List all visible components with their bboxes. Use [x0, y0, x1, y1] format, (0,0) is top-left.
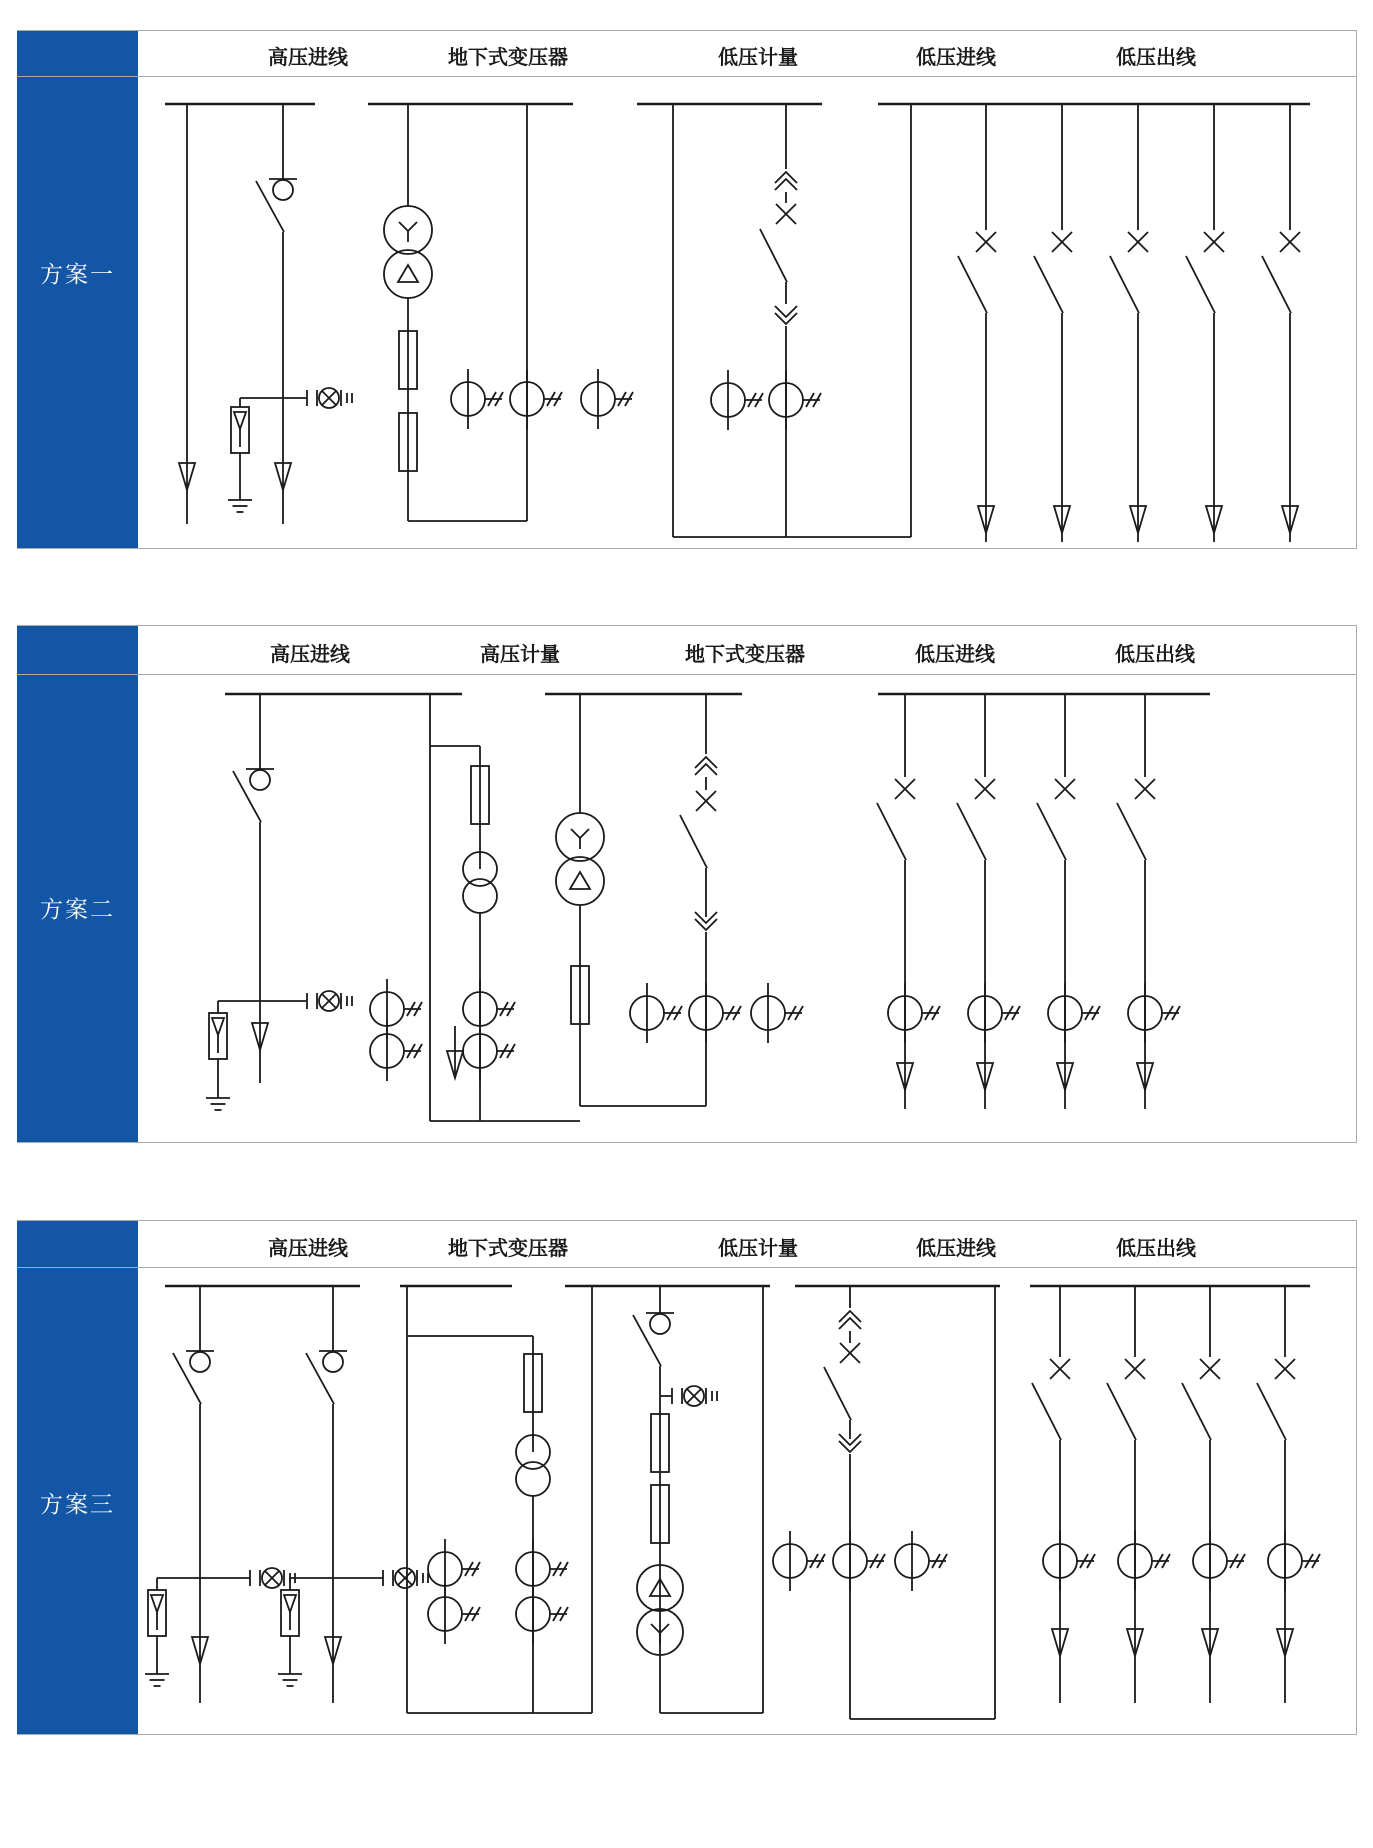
current-transformer-icon	[516, 1584, 568, 1644]
load-break-switch-icon	[306, 1351, 347, 1404]
load-break-switch-icon	[633, 1313, 674, 1366]
hv-incoming-section	[145, 1286, 428, 1703]
earth-ground-icon	[278, 1674, 302, 1686]
scheme-3-diagram	[138, 1267, 1357, 1736]
transformer-unit-section	[565, 1286, 770, 1713]
lv-feeder	[1110, 104, 1148, 542]
lv-feeder	[1182, 1286, 1245, 1703]
circuit-breaker-x-icon	[1050, 1359, 1070, 1379]
sidebar-scheme-3	[17, 1221, 138, 1734]
current-transformer-icon	[1048, 983, 1100, 1043]
current-transformer-icon	[1268, 1531, 1320, 1591]
current-transformer-icon	[1193, 1531, 1245, 1591]
hv-feeder	[278, 1286, 428, 1703]
voltage-indicator-lamp-icon	[383, 1568, 428, 1588]
lv-feeder	[1117, 694, 1180, 1109]
scheme-3-label: 方案三	[40, 1491, 115, 1517]
scheme-1-diagram	[138, 76, 1357, 550]
current-transformer-icon	[451, 369, 503, 429]
circuit-breaker-x-icon	[1280, 232, 1300, 252]
column-header-hv-incoming: 高压进线	[268, 1238, 348, 1260]
lv-feeder	[1032, 1286, 1095, 1703]
drawout-contact-chevron-icon	[695, 757, 717, 775]
lv-feeder	[1257, 1286, 1320, 1703]
header-divider	[17, 1267, 1356, 1268]
voltage-indicator-lamp-icon	[672, 1386, 717, 1406]
load-break-switch-icon	[233, 769, 274, 822]
voltage-indicator-lamp-icon	[250, 1568, 295, 1588]
lv-feeder	[1262, 104, 1300, 542]
current-transformer-icon	[751, 983, 803, 1043]
column-header-lv-outgoing: 低压出线	[1116, 1238, 1196, 1260]
current-transformer-icon	[1043, 1531, 1095, 1591]
column-header-underground-transformer: 地下式变压器	[448, 47, 568, 69]
current-transformer-icon	[888, 983, 940, 1043]
current-transformer-icon	[581, 369, 633, 429]
column-header-lv-outgoing: 低压出线	[1116, 47, 1196, 69]
circuit-breaker-x-icon	[776, 204, 796, 224]
circuit-breaker-x-icon	[696, 791, 716, 811]
transformer-y-delta-icon	[384, 206, 432, 298]
earth-ground-icon	[145, 1674, 169, 1686]
lv-feeder-section	[877, 694, 1210, 1109]
circuit-breaker-x-icon	[840, 1343, 860, 1363]
scheme-2-diagram	[138, 674, 1357, 1144]
current-transformer-icon	[630, 983, 682, 1043]
surge-arrester-icon	[148, 1590, 166, 1636]
column-header-lv-incoming: 低压进线	[916, 1238, 996, 1260]
lv-feeder	[1107, 1286, 1170, 1703]
circuit-breaker-x-icon	[1275, 1359, 1295, 1379]
circuit-breaker-x-icon	[1204, 232, 1224, 252]
current-transformer-icon	[895, 1531, 947, 1591]
circuit-breaker-x-icon	[975, 779, 995, 799]
header-divider	[17, 674, 1356, 675]
hv-feeder	[145, 1286, 295, 1703]
column-header-hv-incoming: 高压进线	[270, 644, 350, 666]
current-transformer-icon	[428, 1539, 480, 1599]
sidebar-scheme-2	[17, 626, 138, 1142]
column-header-lv-incoming: 低压进线	[916, 47, 996, 69]
current-transformer-icon	[689, 983, 741, 1043]
drawout-contact-chevron-icon	[839, 1311, 861, 1329]
voltage-indicator-lamp-icon	[307, 388, 352, 408]
load-break-switch-icon	[173, 1351, 214, 1404]
circuit-breaker-x-icon	[1128, 232, 1148, 252]
drawout-contact-chevron-icon	[775, 172, 797, 190]
current-transformer-icon	[463, 979, 515, 1039]
scheme-panel-3	[17, 1220, 1357, 1735]
lv-feeder	[957, 694, 1020, 1109]
surge-arrester-icon	[209, 1013, 227, 1059]
lv-feeder	[877, 694, 940, 1109]
current-transformer-icon	[510, 369, 562, 429]
lv-metering-section	[773, 1286, 1000, 1719]
column-header-lv-metering: 低压计量	[718, 47, 798, 69]
current-transformer-icon	[769, 370, 821, 430]
scheme-panel-2	[17, 625, 1357, 1143]
lv-feeder	[1034, 104, 1072, 542]
column-header-underground-transformer: 地下式变压器	[685, 644, 805, 666]
lv-feeder	[1186, 104, 1224, 542]
current-transformer-icon	[1128, 983, 1180, 1043]
circuit-breaker-x-icon	[1055, 779, 1075, 799]
drawout-contact-chevron-icon	[775, 306, 797, 324]
sidebar-scheme-1	[17, 31, 138, 548]
lv-feeder	[1037, 694, 1100, 1109]
lv-feeder-section	[878, 104, 1310, 542]
earth-ground-icon	[228, 500, 252, 512]
circuit-breaker-x-icon	[1200, 1359, 1220, 1379]
circuit-breaker-x-icon	[1052, 232, 1072, 252]
header-divider	[17, 76, 1356, 77]
circuit-breaker-x-icon	[895, 779, 915, 799]
transformer-section	[545, 694, 803, 1106]
current-transformer-icon	[463, 1021, 515, 1081]
load-break-switch-icon	[256, 179, 297, 232]
surge-arrester-icon	[231, 407, 249, 453]
transformer-y-delta-icon	[556, 813, 604, 905]
hv-incoming-section	[165, 104, 352, 524]
current-transformer-icon	[968, 983, 1020, 1043]
lv-metering-section	[637, 104, 911, 537]
scheme-2-label: 方案二	[40, 896, 115, 922]
current-transformer-icon	[370, 979, 422, 1039]
current-transformer-icon	[773, 1531, 825, 1591]
current-transformer-icon	[711, 370, 763, 430]
current-transformer-icon	[370, 1021, 422, 1081]
column-header-lv-incoming: 低压进线	[915, 644, 995, 666]
circuit-breaker-x-icon	[1135, 779, 1155, 799]
current-transformer-icon	[428, 1584, 480, 1644]
voltage-indicator-lamp-icon	[307, 991, 352, 1011]
column-header-hv-metering: 高压计量	[480, 644, 560, 666]
column-header-lv-outgoing: 低压出线	[1115, 644, 1195, 666]
scheme-panel-1	[17, 30, 1357, 549]
circuit-breaker-x-icon	[976, 232, 996, 252]
scheme-1-label: 方案一	[40, 261, 115, 287]
earth-ground-icon	[206, 1098, 230, 1110]
surge-arrester-icon	[281, 1590, 299, 1636]
current-transformer-icon	[833, 1531, 885, 1591]
lv-feeder-section	[1030, 1286, 1320, 1703]
hv-metering-cubicle	[400, 1286, 592, 1713]
hv-metering-section	[370, 694, 580, 1121]
hv-incoming-section	[206, 694, 462, 1110]
lv-feeder	[958, 104, 996, 542]
current-transformer-icon	[1118, 1531, 1170, 1591]
current-transformer-icon	[516, 1539, 568, 1599]
column-header-hv-incoming: 高压进线	[268, 47, 348, 69]
transformer-section	[368, 104, 633, 521]
column-header-lv-metering: 低压计量	[718, 1238, 798, 1260]
column-header-underground-transformer: 地下式变压器	[448, 1238, 568, 1260]
circuit-breaker-x-icon	[1125, 1359, 1145, 1379]
